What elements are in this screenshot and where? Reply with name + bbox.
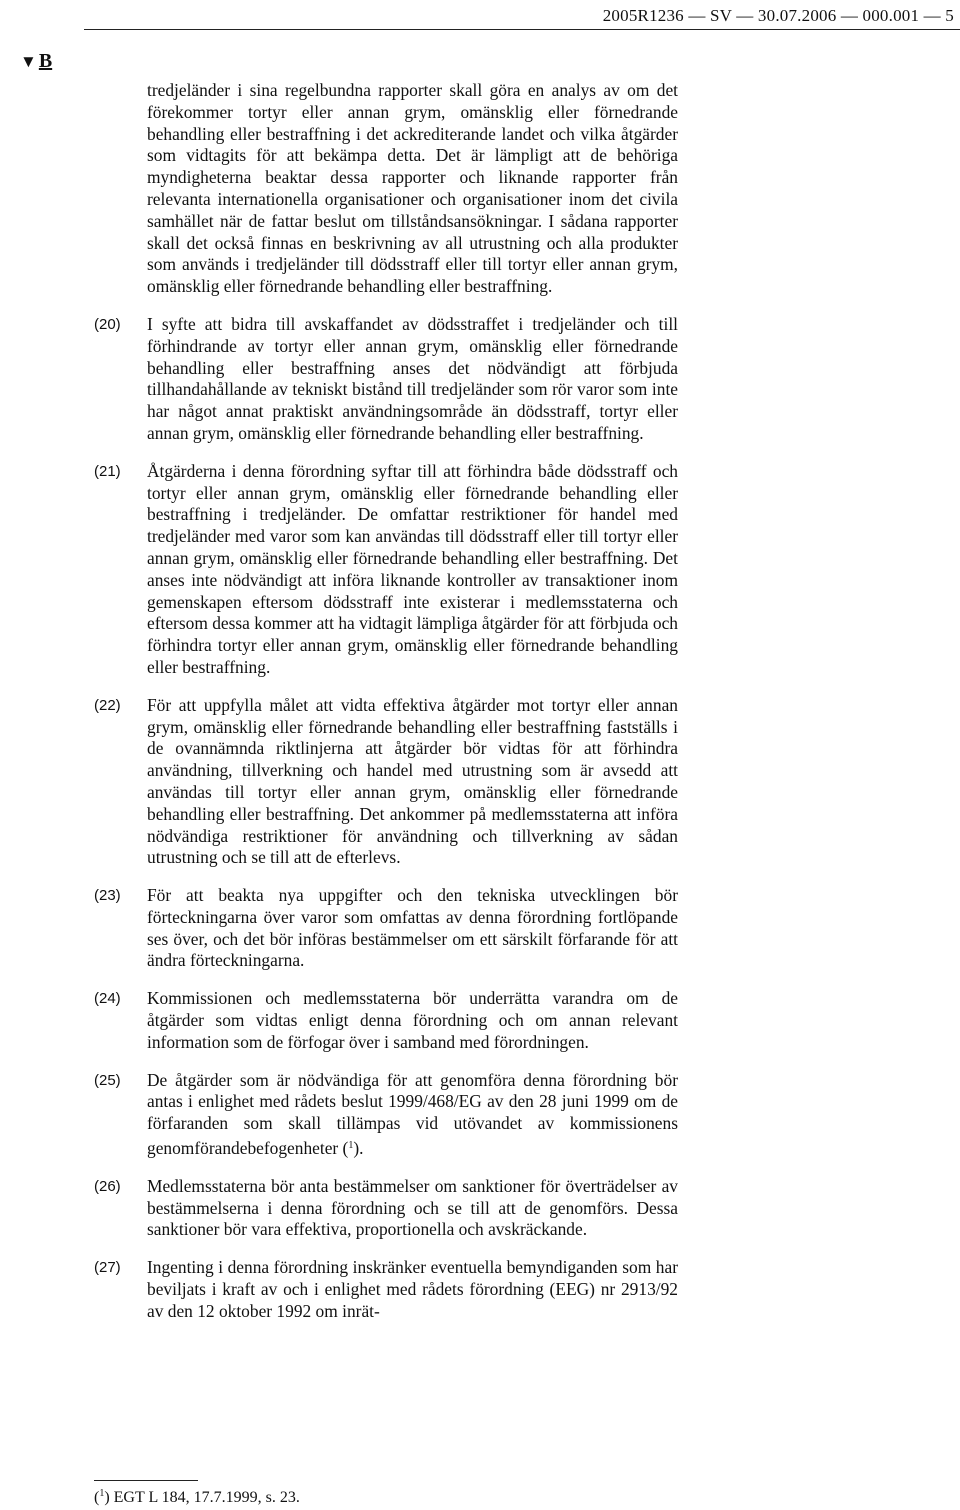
- recital-24: [94, 988, 678, 1053]
- recital-text: Ingenting i denna förordning inskränker eventuella bemyndiganden som har beviljats i kraft av och i enlighet med rådets förordning (EEG) nr 2913/92 av den 12 oktober 1992 om inrät-: [147, 1257, 678, 1321]
- marker-label: B: [38, 50, 53, 72]
- header-separator: —: [736, 6, 754, 25]
- footnote-text: EGT L 184, 17.7.1999, s. 23.: [113, 1489, 300, 1506]
- header-separator: —: [840, 6, 859, 25]
- recital-text: De åtgärder som är nödvändiga för att genomföra denna förordning bör antas i enlighet med rådets beslut 1999/468/EG av den 28 juni 1999 om de förfaranden som skall tillämpas vid utövandet av kommissionens genomförandebefogenheter (: [147, 1069, 678, 1159]
- footnote-reference[interactable]: 1: [348, 1140, 354, 1152]
- doc-id: 2005R1236: [602, 6, 684, 25]
- recital-number: (27): [94, 1259, 121, 1277]
- recital-20: [94, 314, 678, 445]
- doc-language: SV: [709, 6, 732, 25]
- footnote-close-paren: ): [104, 1489, 110, 1506]
- recital-text: För att beakta nya uppgifter och den tekniska utvecklingen bör förteckningarna över varor som omfattas av denna förordning fortlöpande ses över, och det bör införas bestämmelser om ett särskilt förfarande för att ändra förteckningarna.: [147, 885, 678, 971]
- recital-26: [94, 1176, 678, 1241]
- triangle-down-icon: ▼: [20, 52, 37, 71]
- recital-number: [94, 80, 147, 298]
- recital-text-end: ).: [353, 1138, 364, 1159]
- recital-number: (24): [94, 990, 121, 1008]
- recital-21: [94, 461, 678, 679]
- page-number: 5: [945, 6, 954, 25]
- recitals: [94, 80, 678, 1339]
- recital-text: Åtgärderna i denna förordning syftar till att förhindra både dödsstraff och tortyr eller annan grym, omänsklig eller förnedrande behandling eller bestraffning i tredjeländer. De omfattar restriktioner för handel med tredjeländer med varor som kan användas till dödsstraff eller till tortyr eller annan grym, omänsklig eller förnedrande behandling eller bestraffning. Det anses inte nödvändigt att införa liknande kontroller av transaktioner inom gemenskapen eftersom dödsstraff inte existerar i medlemsstaterna och eftersom dessa kommer att ha vidtagit lämpliga åtgärder för att förbjuda och förhindra tortyr eller annan grym, omänsklig eller förnedrande behandling eller bestraffning.: [147, 460, 678, 677]
- recital-text: I syfte att bidra till avskaffandet av dödsstraffet i tredjeländer och till förhindrande av tortyr eller annan grym, omänsklig eller förnedrande behandling eller bestraffning anses det nödvändigt att förbjuda tillhandahållande av tekniskt bistånd till tredjeländer som rör varor som inte har något annat praktiskt användningsområde än dödsstraff, tortyr eller annan grym, omänsklig eller förnedrande behandling eller bestraffning.: [147, 313, 678, 443]
- recital-text: Kommissionen och medlemsstaterna bör underrätta varandra om de åtgärder som vidtas enligt denna förordning och om annan relevant information som de förfogar över i samband med förordningen.: [147, 988, 678, 1052]
- recital-number: (23): [94, 887, 121, 905]
- recital-text: För att uppfylla målet att vidta effektiva åtgärder mot tortyr eller annan grym, omänsklig eller förnedrande behandling eller bestraffning fastställs i de ovannämnda riktlinjerna att åtgärder bör vidtas för att förhindra användning, tillverkning och handel med utrustning som är avsedd att användas till tortyr eller annan grym, omänsklig eller förnedrande behandling eller bestraffning. Det ankommer på medlemsstaterna att införa nödvändiga restriktioner för användning och tillverkning av sådan utrustning och se till att de efterlevs.: [147, 694, 678, 868]
- recital-27: [94, 1257, 678, 1322]
- footnote-open-paren: (: [94, 1489, 100, 1506]
- recital-number: (22): [94, 696, 121, 714]
- recital-22: [94, 695, 678, 869]
- recital-number: (25): [94, 1071, 121, 1089]
- recital-number: (20): [94, 315, 121, 333]
- recital-25: [94, 1070, 678, 1160]
- recital-text: Medlemsstaterna bör anta bestämmelser om sanktioner för överträdelser av bestämmelserna i denna förordning och se till att de genomförs. Dessa sanktioner bör vara effektiva, proportionella och avskräckande.: [147, 1175, 678, 1240]
- footnote-marker: 1: [99, 1488, 105, 1499]
- header-rule: [84, 29, 960, 30]
- recital-number: (26): [94, 1177, 121, 1195]
- amendment-marker: [20, 50, 52, 73]
- recital-text: tredjeländer i sina regelbundna rapporter skall göra en analys av om det förekommer tortyr eller annan grym, omänsklig eller förnedrande behandling eller bestraffning i det ackrediterande landet och vilka åtgärder som vidtagits för att bekämpa detta. Det är lämpligt att de behöriga myndigheterna beaktar dessa rapporter och liknande rapporter från relevanta internationella organisationer och organisationer inom det civila samhället när de fattar beslut om tillståndsansökningar. I sådana rapporter skall det också finnas en beskrivning av all utrustning och alla produkter som används i tredjeländer till dödsstraff eller till tortyr eller annan grym, omänsklig eller förnedrande behandling eller bestraffning.: [147, 80, 678, 297]
- footnote-rule: [94, 1480, 198, 1481]
- header-separator: —: [688, 6, 706, 25]
- footnote: [94, 1488, 300, 1507]
- page-header: [603, 6, 954, 26]
- recital-text-wrapper: [147, 1070, 678, 1160]
- recital-23: [94, 885, 678, 972]
- recital-number: (21): [94, 462, 121, 480]
- doc-version: 000.001: [862, 6, 920, 25]
- recital-continuation: [94, 80, 678, 298]
- doc-date: 30.07.2006: [757, 6, 837, 25]
- header-separator: —: [923, 6, 941, 25]
